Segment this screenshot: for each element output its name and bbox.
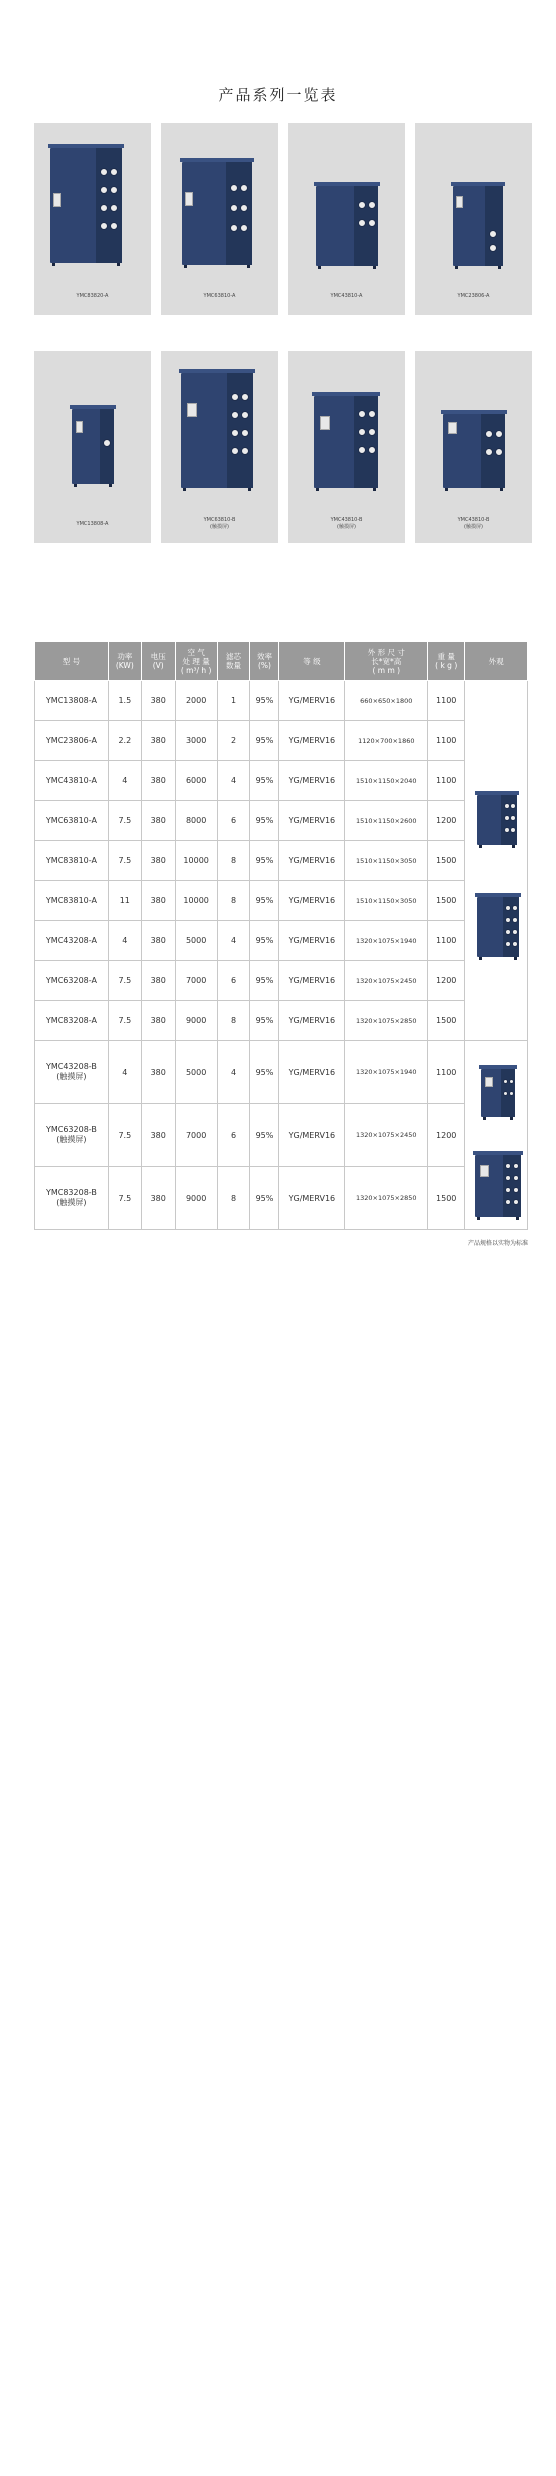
table-row <box>35 1041 528 1104</box>
product-cabinet-image <box>314 396 378 488</box>
cell-cartridges: 2 <box>217 721 250 761</box>
table-row <box>35 801 528 841</box>
cell-power: 4 <box>108 761 141 801</box>
cell-efficiency: 95% <box>250 921 279 961</box>
cell-voltage: 380 <box>141 761 175 801</box>
product-cabinet-image <box>72 409 114 484</box>
cell-voltage: 380 <box>141 721 175 761</box>
product-card <box>161 351 278 543</box>
product-card <box>288 123 405 315</box>
cell-dimensions: 1510×1150×2040 <box>345 761 428 801</box>
cell-power: 7.5 <box>108 841 141 881</box>
cell-weight: 1200 <box>428 1104 465 1167</box>
cell-model: YMC13808-A <box>35 681 109 721</box>
cell-model: YMC43810-A <box>35 761 109 801</box>
cell-voltage: 380 <box>141 961 175 1001</box>
cell-model: YMC63810-A <box>35 801 109 841</box>
cell-dimensions: 1320×1075×2850 <box>345 1167 428 1230</box>
cell-model: YMC63208-B (触摸屏) <box>35 1104 109 1167</box>
cell-power: 1.5 <box>108 681 141 721</box>
cell-airflow: 6000 <box>175 761 217 801</box>
table-row <box>35 961 528 1001</box>
cell-grade: YG/MERV16 <box>279 761 345 801</box>
table-row <box>35 1001 528 1041</box>
cell-cartridges: 6 <box>217 961 250 1001</box>
cell-grade: YG/MERV16 <box>279 1104 345 1167</box>
header-voltage: 电压 (V) <box>141 642 175 681</box>
product-card <box>161 123 278 315</box>
cell-cartridges: 4 <box>217 761 250 801</box>
cell-grade: YG/MERV16 <box>279 921 345 961</box>
header-dimensions: 外 形 尺 寸 长*宽*高 ( m m ) <box>345 642 428 681</box>
table-row <box>35 1167 528 1230</box>
cell-power: 4 <box>108 1041 141 1104</box>
cell-model: YMC83208-B (触摸屏) <box>35 1167 109 1230</box>
cell-power: 4 <box>108 921 141 961</box>
cell-efficiency: 95% <box>250 1001 279 1041</box>
product-card-sublabel: (触摸屏) <box>464 524 483 530</box>
cell-airflow: 7000 <box>175 961 217 1001</box>
cell-grade: YG/MERV16 <box>279 801 345 841</box>
cell-power: 7.5 <box>108 1167 141 1230</box>
cell-grade: YG/MERV16 <box>279 721 345 761</box>
cell-dimensions: 1120×700×1860 <box>345 721 428 761</box>
cell-airflow: 7000 <box>175 1104 217 1167</box>
cell-grade: YG/MERV16 <box>279 1001 345 1041</box>
cell-weight: 1500 <box>428 1167 465 1230</box>
series-a-large-image <box>477 897 519 957</box>
cell-grade: YG/MERV16 <box>279 881 345 921</box>
cell-dimensions: 1320×1075×1940 <box>345 921 428 961</box>
table-row <box>35 721 528 761</box>
cell-cartridges: 4 <box>217 921 250 961</box>
cell-power: 7.5 <box>108 1104 141 1167</box>
cell-model: YMC63208-A <box>35 961 109 1001</box>
table-row <box>35 841 528 881</box>
cell-appearance-a <box>465 681 528 1041</box>
product-card <box>415 351 532 543</box>
table-header-row <box>35 642 528 681</box>
product-card-label: YMC23806-A <box>457 293 490 299</box>
cell-airflow: 2000 <box>175 681 217 721</box>
product-card-label: YMC83820-A <box>76 293 109 299</box>
product-card-label: YMC13808-A <box>76 521 109 527</box>
cell-efficiency: 95% <box>250 681 279 721</box>
header-model: 型 号 <box>35 642 109 681</box>
cell-model: YMC83208-A <box>35 1001 109 1041</box>
product-card-label: YMC43810-A <box>330 293 363 299</box>
cell-weight: 1100 <box>428 921 465 961</box>
cell-airflow: 9000 <box>175 1001 217 1041</box>
cell-model: YMC43208-B (触摸屏) <box>35 1041 109 1104</box>
product-card <box>415 123 532 315</box>
spec-table <box>34 641 528 1230</box>
series-b-large-image <box>475 1155 521 1217</box>
cell-voltage: 380 <box>141 801 175 841</box>
cell-efficiency: 95% <box>250 881 279 921</box>
cell-dimensions: 1320×1075×2450 <box>345 1104 428 1167</box>
cell-efficiency: 95% <box>250 961 279 1001</box>
cell-grade: YG/MERV16 <box>279 841 345 881</box>
product-card <box>34 123 151 315</box>
cell-airflow: 8000 <box>175 801 217 841</box>
cell-dimensions: 1510×1150×2600 <box>345 801 428 841</box>
product-cabinet-image <box>453 186 503 266</box>
header-power: 功率 (KW) <box>108 642 141 681</box>
cell-power: 7.5 <box>108 961 141 1001</box>
cell-model: YMC83810-A <box>35 841 109 881</box>
cell-weight: 1500 <box>428 841 465 881</box>
cell-efficiency: 95% <box>250 1041 279 1104</box>
header-weight: 重 量 ( k g ) <box>428 642 465 681</box>
cell-efficiency: 95% <box>250 1167 279 1230</box>
cell-weight: 1100 <box>428 721 465 761</box>
cell-cartridges: 8 <box>217 1001 250 1041</box>
cell-dimensions: 1320×1075×2850 <box>345 1001 428 1041</box>
cell-grade: YG/MERV16 <box>279 1041 345 1104</box>
cell-dimensions: 1320×1075×1940 <box>345 1041 428 1104</box>
product-cabinet-image <box>50 148 122 263</box>
header-cartridges: 滤芯 数量 <box>217 642 250 681</box>
cell-grade: YG/MERV16 <box>279 1167 345 1230</box>
cell-appearance-b <box>465 1041 528 1230</box>
cell-dimensions: 1320×1075×2450 <box>345 961 428 1001</box>
cell-efficiency: 95% <box>250 761 279 801</box>
cell-cartridges: 8 <box>217 881 250 921</box>
header-grade: 等 级 <box>279 642 345 681</box>
cell-model: YMC43208-A <box>35 921 109 961</box>
table-row <box>35 761 528 801</box>
product-card-sublabel: (触摸屏) <box>337 524 356 530</box>
cell-model: YMC83810-A <box>35 881 109 921</box>
cell-cartridges: 1 <box>217 681 250 721</box>
cell-airflow: 10000 <box>175 841 217 881</box>
cell-voltage: 380 <box>141 1041 175 1104</box>
table-row <box>35 881 528 921</box>
cell-efficiency: 95% <box>250 721 279 761</box>
cell-voltage: 380 <box>141 1167 175 1230</box>
table-row <box>35 921 528 961</box>
cell-voltage: 380 <box>141 1001 175 1041</box>
cell-dimensions: 660×650×1800 <box>345 681 428 721</box>
footnote: 产品规格以实物为标准 <box>467 1240 528 1247</box>
cell-airflow: 5000 <box>175 921 217 961</box>
cell-weight: 1200 <box>428 961 465 1001</box>
cell-weight: 1500 <box>428 1001 465 1041</box>
cell-efficiency: 95% <box>250 801 279 841</box>
cell-power: 11 <box>108 881 141 921</box>
cell-weight: 1100 <box>428 1041 465 1104</box>
cell-cartridges: 4 <box>217 1041 250 1104</box>
cell-voltage: 380 <box>141 841 175 881</box>
product-card <box>34 351 151 543</box>
table-row <box>35 681 528 721</box>
cell-power: 7.5 <box>108 1001 141 1041</box>
header-airflow: 空 气 处 理 量 ( m³/ h ) <box>175 642 217 681</box>
cell-cartridges: 8 <box>217 841 250 881</box>
cell-dimensions: 1510×1150×3050 <box>345 881 428 921</box>
series-b-small-image <box>481 1069 515 1117</box>
product-card-label: YMC43810-B <box>330 517 363 523</box>
cell-dimensions: 1510×1150×3050 <box>345 841 428 881</box>
cell-weight: 1100 <box>428 681 465 721</box>
cell-airflow: 10000 <box>175 881 217 921</box>
product-card-label: YMC63810-B <box>203 517 236 523</box>
cell-efficiency: 95% <box>250 1104 279 1167</box>
cell-weight: 1500 <box>428 881 465 921</box>
page-title: 产品系列一览表 <box>218 86 338 104</box>
product-card-label: YMC43810-B <box>457 517 490 523</box>
product-card <box>288 351 405 543</box>
header-efficiency: 效率 (%) <box>250 642 279 681</box>
cell-grade: YG/MERV16 <box>279 961 345 1001</box>
cell-model: YMC23806-A <box>35 721 109 761</box>
cell-cartridges: 8 <box>217 1167 250 1230</box>
cell-weight: 1200 <box>428 801 465 841</box>
product-card-sublabel: (触摸屏) <box>210 524 229 530</box>
cell-cartridges: 6 <box>217 801 250 841</box>
cell-airflow: 5000 <box>175 1041 217 1104</box>
cell-grade: YG/MERV16 <box>279 681 345 721</box>
product-cabinet-image <box>443 414 505 488</box>
cell-voltage: 380 <box>141 921 175 961</box>
product-cabinet-image <box>181 373 253 488</box>
series-a-small-image <box>477 795 517 845</box>
cell-voltage: 380 <box>141 1104 175 1167</box>
cell-power: 7.5 <box>108 801 141 841</box>
cell-voltage: 380 <box>141 681 175 721</box>
product-cabinet-image <box>182 162 252 265</box>
cell-airflow: 3000 <box>175 721 217 761</box>
header-appearance: 外观 <box>465 642 528 681</box>
cell-power: 2.2 <box>108 721 141 761</box>
cell-cartridges: 6 <box>217 1104 250 1167</box>
cell-airflow: 9000 <box>175 1167 217 1230</box>
cell-efficiency: 95% <box>250 841 279 881</box>
table-row <box>35 1104 528 1167</box>
product-card-label: YMC63810-A <box>203 293 236 299</box>
cell-weight: 1100 <box>428 761 465 801</box>
cell-voltage: 380 <box>141 881 175 921</box>
product-cabinet-image <box>316 186 378 266</box>
